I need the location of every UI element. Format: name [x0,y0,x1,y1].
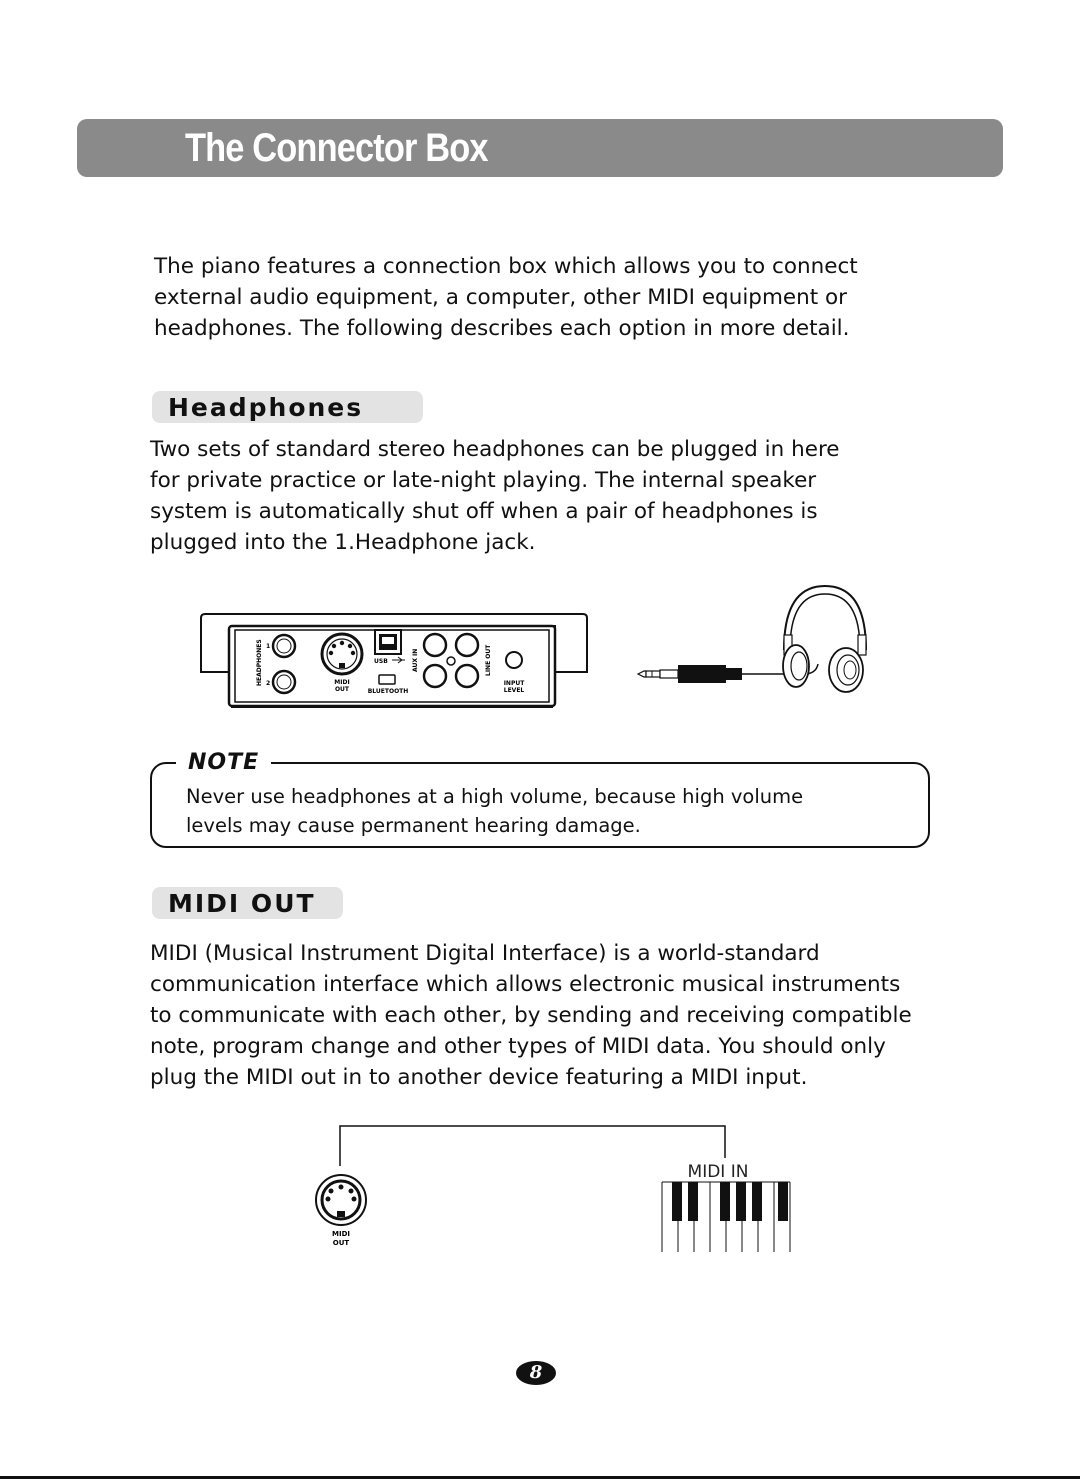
headphones-heading [152,391,423,423]
intro-line: headphones. The following describes each option in more detail. [154,316,850,341]
headphone-jack-icon [273,635,295,657]
midi-panel-label: MIDI [334,679,350,686]
headphones-paragraph [150,434,1030,558]
midi-din-port-icon [322,634,362,674]
usb-port-icon [375,630,401,654]
line-out-panel-label: LINE OUT [485,644,492,676]
note-text [186,782,906,840]
jack-2-label: 2 [266,680,271,687]
midi-out-label: OUT [332,1239,350,1247]
out-panel-label: OUT [334,686,350,693]
page-number-badge [516,1361,556,1385]
midi-out-heading [152,887,343,919]
headphones-line: for private practice or late-night playing. The internal speaker [150,468,817,493]
headphones-line: plugged into the 1.Headphone jack. [150,530,536,555]
note-label: NOTE [176,748,271,778]
aux-in-panel-label: AUX IN [412,648,419,672]
note-line: levels may cause permanent hearing damage. [186,814,641,837]
input-panel-label: INPUT [503,680,525,687]
headphones-panel-label: HEADPHONES [256,639,263,686]
connector-panel-illustration [195,608,595,714]
note-line: Never use headphones at a high volume, because high volume [186,785,804,808]
headphones-icon [783,586,866,692]
section-title-bar [77,119,1003,177]
midi-line: communication interface which allows electronic musical instruments [150,972,901,997]
headphones-line: system is automatically shut off when a pair of headphones is [150,499,818,524]
midi-connection-diagram [300,1118,800,1258]
usb-panel-label: USB [374,658,388,665]
intro-line: The piano features a connection box which allows you to connect [154,254,858,279]
bluetooth-port-icon [379,675,395,684]
indicator-icon [447,657,455,665]
jack-1-label: 1 [266,643,271,650]
headphones-line: Two sets of standard stereo headphones can be plugged in here [150,437,840,462]
midi-cable [340,1126,725,1166]
page-number: 8 [529,1362,543,1383]
headphones-heading-text: Headphones [168,393,364,422]
intro-line: external audio equipment, a computer, other MIDI equipment or [154,285,848,310]
headphones-illustration [634,580,874,695]
midi-in-label: MIDI IN [687,1162,749,1182]
midi-out-port-icon [316,1175,366,1225]
bluetooth-panel-label: BLUETOOTH [367,688,409,695]
midi-out-heading-text: MIDI OUT [168,889,316,918]
midi-line: to communicate with each other, by sending and receiving compatible [150,1003,912,1028]
midi-line: plug the MIDI out in to another device featuring a MIDI input. [150,1065,808,1090]
midi-line: note, program change and other types of MIDI data. You should only [150,1034,886,1059]
midi-line: MIDI (Musical Instrument Digital Interface) is a world-standard [150,941,820,966]
midi-paragraph [150,938,1050,1093]
note-box [150,750,930,848]
headphone-jack-icon [273,671,295,693]
page-title: The Connector Box [185,126,488,170]
intro-paragraph [154,251,1034,344]
keyboard-icon [662,1182,790,1252]
midi-out-label: MIDI [332,1230,350,1238]
input-level-knob-icon [506,652,522,668]
level-panel-label: LEVEL [503,687,525,694]
